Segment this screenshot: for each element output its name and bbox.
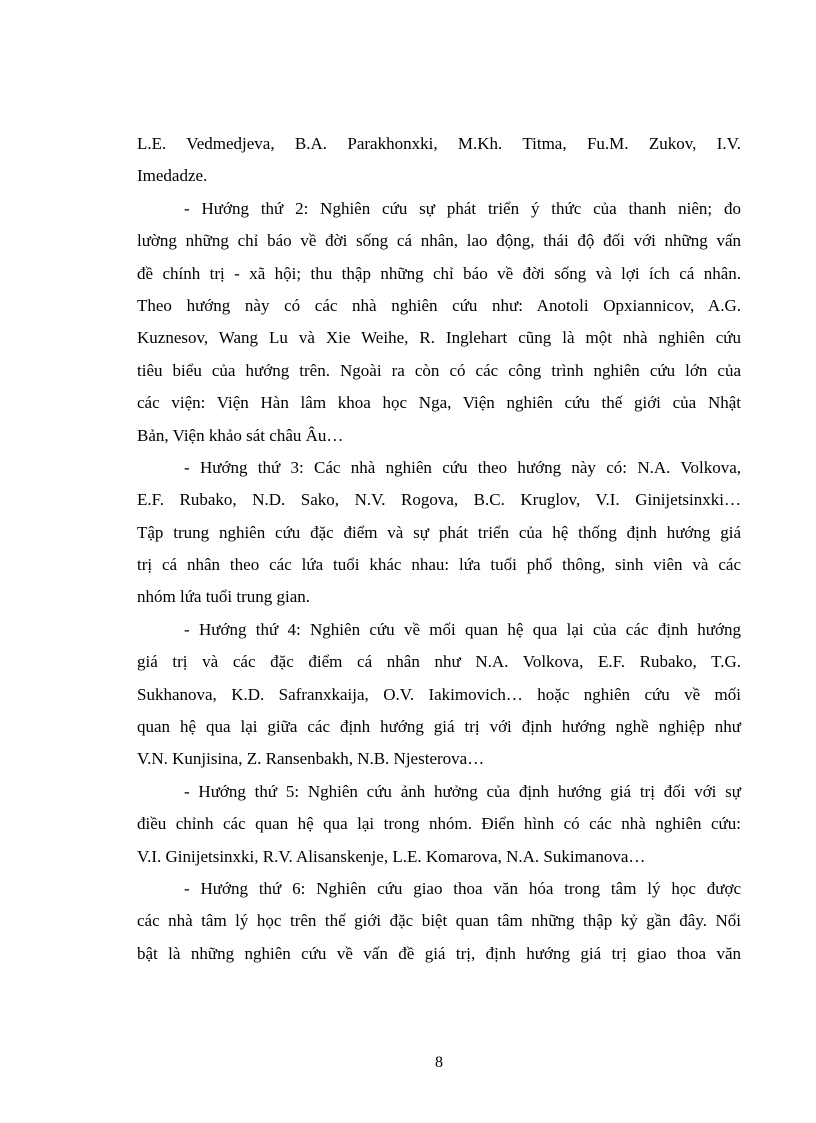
text-line: - Hướng thứ 2: Nghiên cứu sự phát triển ý thức của thanh niên; đo	[184, 198, 741, 218]
text-line: Bản, Viện khảo sát châu Âu…	[137, 425, 344, 445]
text-line: - Hướng thứ 4: Nghiên cứu về mối quan hệ qua lại của các định hướng	[184, 619, 741, 639]
text-line: E.F. Rubako, N.D. Sako, N.V. Rogova, B.C. Kruglov, V.I. Ginijetsinxki…	[137, 490, 741, 510]
text-line: L.E. Vedmedjeva, B.A. Parakhonxki, M.Kh. Titma, Fu.M. Zukov, I.V.	[137, 134, 741, 153]
page-body	[137, 128, 741, 970]
text-line: quan hệ qua lại giữa các định hướng giá trị với định hướng nghề nghiệp như	[137, 717, 741, 737]
text-line: các viện: Viện Hàn lâm khoa học Nga, Viện nghiên cứu thế giới của Nhật	[137, 393, 741, 413]
text-line: Sukhanova, K.D. Safranxkaija, O.V. Iakimovich… hoặc nghiên cứu về mối	[137, 684, 741, 704]
text-line: tiêu biểu của hướng trên. Ngoài ra còn có các công trình nghiên cứu lớn của	[137, 360, 741, 380]
text-line: V.I. Ginijetsinxki, R.V. Alisanskenje, L.E. Komarova, N.A. Sukimanova…	[137, 846, 646, 866]
text-line: Kuznesov, Wang Lu và Xie Weihe, R. Inglehart cũng là một nhà nghiên cứu	[137, 328, 741, 348]
text-line: đề chính trị - xã hội; thu thập những chỉ báo về đời sống và lợi ích cá nhân.	[137, 263, 741, 283]
text-line: - Hướng thứ 6: Nghiên cứu giao thoa văn hóa trong tâm lý học được	[184, 878, 741, 898]
paragraph-direction-4	[137, 614, 741, 776]
text-line: Tập trung nghiên cứu đặc điểm và sự phát triển của hệ thống định hướng giá	[137, 522, 741, 542]
text-line: nhóm lứa tuổi trung gian.	[137, 587, 311, 607]
text-line: - Hướng thứ 3: Các nhà nghiên cứu theo hướng này có: N.A. Volkova,	[184, 457, 741, 477]
paragraph-direction-3	[137, 452, 741, 614]
text-line: - Hướng thứ 5: Nghiên cứu ảnh hưởng của định hướng giá trị đối với sự	[184, 781, 741, 801]
paragraph-direction-6	[137, 873, 741, 970]
paragraph-continuation	[137, 128, 741, 193]
text-line: giá trị và các đặc điểm cá nhân như N.A. Volkova, E.F. Rubako, T.G.	[137, 652, 741, 672]
text-line: V.N. Kunjisina, Z. Ransenbakh, N.B. Njesterova…	[137, 749, 485, 769]
text-line: các nhà tâm lý học trên thế giới đặc biệt quan tâm những thập kỷ gần đây. Nổi	[137, 911, 741, 931]
paragraph-direction-2	[137, 193, 741, 452]
text-line: bật là những nghiên cứu về vấn đề giá trị, định hướng giá trị giao thoa văn	[137, 943, 741, 963]
text-line: trị cá nhân theo các lứa tuổi khác nhau: lứa tuổi phổ thông, sinh viên và các	[137, 555, 741, 575]
text-line: điều chỉnh các quan hệ qua lại trong nhóm. Điển hình có các nhà nghiên cứu:	[137, 814, 741, 834]
text-line: Imedadze.	[137, 166, 208, 186]
text-line: lường những chỉ báo về đời sống cá nhân, lao động, thái độ đối với những vấn	[137, 231, 741, 251]
paragraph-direction-5	[137, 776, 741, 873]
text-line: Theo hướng này có các nhà nghiên cứu như: Anotoli Opxiannicov, A.G.	[137, 295, 741, 315]
page-number: 8	[435, 1054, 443, 1071]
